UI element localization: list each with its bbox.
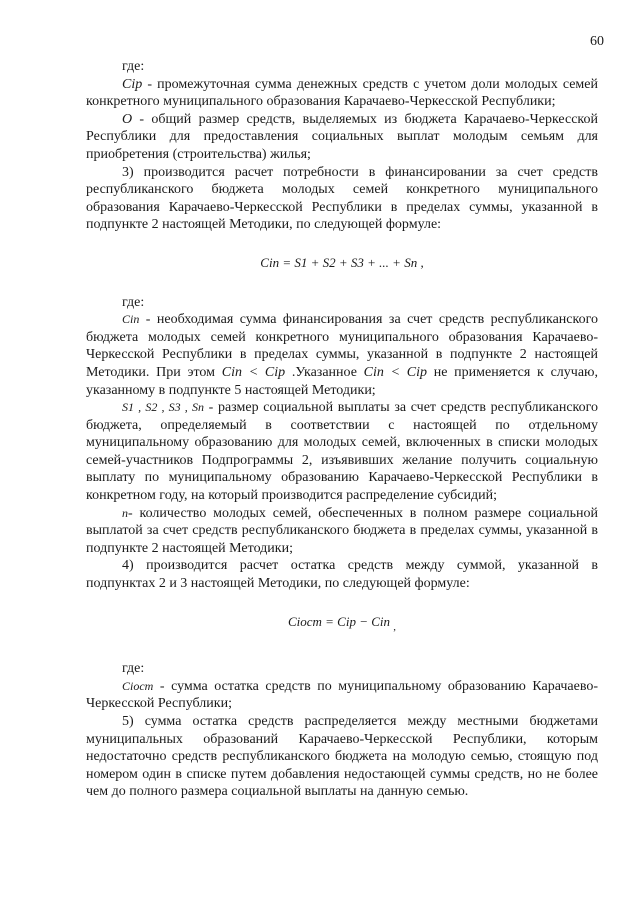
symbol-ciocm: Ciocm [122, 678, 154, 693]
text-cip-def: - промежуточная сумма денежных средств с учетом доли молодых семей конкретного муниципального образования Карачаево-Черкесской Республики; [86, 76, 598, 110]
formula-ciocm-text: Ciocm = Cip − Cin [287, 613, 391, 629]
definition-s [86, 399, 598, 505]
definition-ciocm [86, 678, 598, 713]
text-n-def: - количество молодых семей, обеспеченных в полном размере социальной выплатой за счет средств республиканского бюджета в пределах суммы, указанной в подпункте 2 настоящей Методики; [86, 505, 598, 556]
symbol-cip: Cip [122, 76, 143, 92]
where-label-1: где: [122, 59, 145, 74]
text-s-def: - размер социальной выплаты за счет средств республиканского бюджета, определяемый в соответствии с настоящей по отдельному муниципальному образованию для молодых семей, включенных в списки молодых семей-участников Подпрограммы 2, изъявивших желание получить социальную выплату по муниципальному образованию Карачаево-Черкесской Республики в конкретном году, на который производится распределение субсидий; [86, 400, 599, 504]
condition-1: Cin < Cip [221, 364, 286, 380]
page-number: 60 [590, 34, 604, 49]
definition-o [86, 111, 598, 164]
text-cin-def-b: .Указанное [285, 364, 364, 380]
text-cin-def-c: не применяется к случаю, указанному в подпункте 5 настоящей Методики; [86, 364, 598, 398]
condition-2: Cin < Cip [363, 364, 428, 380]
definition-cip [86, 76, 598, 111]
formula-ciocm [86, 613, 598, 637]
item-4: 4) производится расчет остатка средств между суммой, указанной в подпунктах 2 и 3 настоящей Методики, по следующей формуле: [86, 558, 598, 592]
definition-n [86, 505, 598, 558]
symbol-o: O [122, 111, 133, 127]
text-o-def: - общий размер средств, выделяемых из бюджета Карачаево-Черкесской Республики для предоставления социальных выплат молодым семьям для приобретения (строительства) жилья; [86, 111, 598, 162]
text-ciocm-def: - сумма остатка средств по муниципальному образованию Карачаево-Черкесской Республики; [86, 678, 598, 712]
item-3: 3) производится расчет потребности в финансировании за счет средств республиканского бюджета молодых семей конкретного муниципального образования Карачаево-Черкесской Республики в пределах суммы, указанной в подпункте 2 настоящей Методики, по следующей формуле: [86, 164, 598, 233]
where-label-3: где: [122, 661, 145, 677]
formula-cin: Cin = S1 + S2 + S3 + ... + Sn , [260, 254, 424, 270]
item-5: 5) сумма остатка средств распределяется между местными бюджетами муниципальных образований Карачаево-Черкесской Республики, которым недостаточно средств республиканского бюджета на молодую семью, стоящую под номером один в списке путем добавления недостающей суммы средств, но не более чем до полного размера социальной выплаты на данную семью. [86, 714, 598, 800]
definition-cin [86, 311, 598, 399]
symbols-s: S1 , S2 , S3 , Sn [122, 400, 204, 415]
symbol-n: n [122, 505, 128, 520]
symbol-cin: Cin [122, 312, 140, 327]
formula-ciocm-comma: , [393, 620, 397, 633]
document-body [86, 58, 598, 801]
where-label-2: где: [122, 294, 145, 310]
text-cin-def-a: - необходимая сумма финансирования за счет средств республиканского бюджета молодых семей конкретного муниципального образования Карачаево-Черкесской Республики в пределах суммы, указанной в подпункте 2 настоящей Методики. При этом [86, 312, 598, 380]
